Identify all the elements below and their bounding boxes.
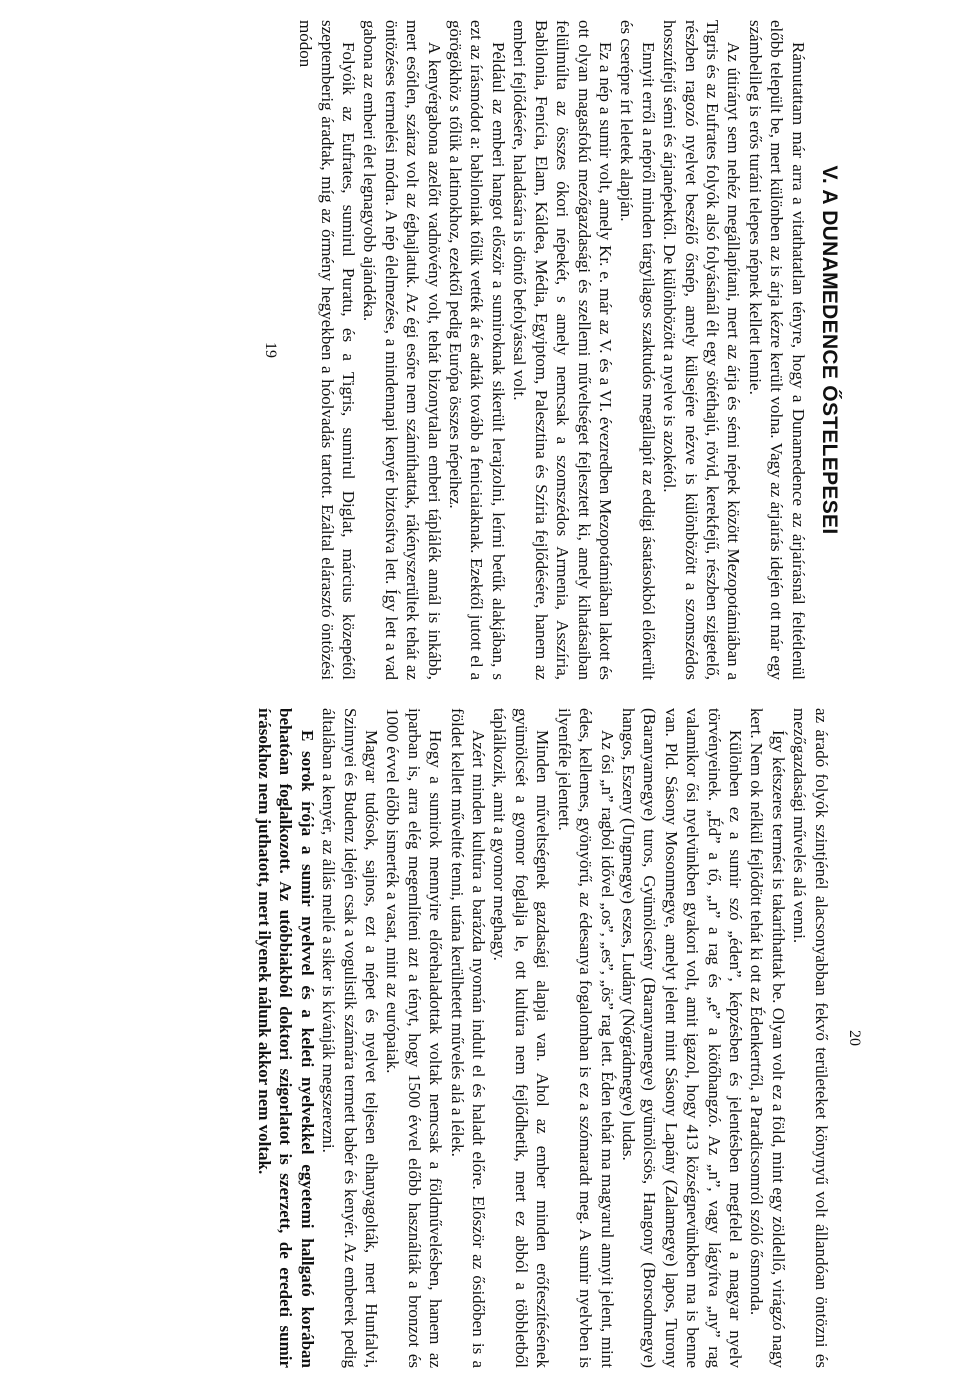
paragraph: Például az emberi hangot először a sumiroknak sikerült lerajzolni, leírni betűk alakjában, s ezt az írásmódot a: babiloniak tőlük vették át és adták tovább a feniciaiaknak. Ezektől jutott el a görögökhöz s tőlük a latinokhoz, ezektől pedig Európa összes népeihez. [446, 20, 508, 680]
page-20 [125, 708, 865, 1368]
paragraph: Azért minden kultúra a barázda nyomán indult el és haladt előre. Először az ősidőben is a földet kellett műveltté tenni, utána kerülhetett művelés alá a lélek. [447, 708, 489, 1368]
paragraph: Magyar tudósok, sajnos, ezt a népet és nyelvet teljesen elhanyagolták, mert Hunfalvi, Szinnyei és Budenz idején csak a vogulistik számára termett babér és kenyér. Az emberek pedig általában a kenyér, az állás mellé a siker is kívánják megszerezni. [319, 708, 382, 1368]
paragraph: Hogy a sumirok mennyire előrehaladottak voltak nemcsak a földművelésben, hanem az iparban is, arra elég megemlíteni azt a tényt, hogy 1500 évvel előbb használták a bronzot és 1000 évvel előbb ismerték a vasat, mint az európaiak. [383, 708, 446, 1368]
paragraph: Folyóik az Eufrates, sumirul Puratu, és a Tigris, sumirul Diglat, március közepétől szeptemberig áradtak, míg az őrmény hegyekben a hóolvadás tartott. Ezáltal elárasztó öntözési módon [296, 20, 359, 680]
paragraph: Különben ez a sumir szó „éden”, képzésben és jelentésben megfelel a magyar nyelv törvényeinek. „Éd” a tő, „n” a rag és „e” a kötőhangzó. Az „n”, vagy lágyítva „ny” rag valamikor ősi nyelvünkben gyakori volt, amit igazol, hogy 413 községnevünkben ma is benne van. Pld. Sásony Mosonmegye, amelyt jelent mint Sásony Lapány (Zalamegye) lapos, Turony (Baranyamegye) turos, Gyümölcsény (Baranyamegye) gyümölcsös, Hangony (Borsodmegye) hangos, Eszeny (Ungmegye) eszes, Ludány (Nógrádmegye) ludas. [618, 708, 745, 1368]
paragraph: A kenyérgabona azelőtt vadnövény volt, tehát bizonytalan emberi táplálék annál is inkább, mert esőtlen, száraz volt az éghajlatuk. Az égi esőre nem számíthattak, rákényszerültek tehát az öntözéses termelési módra. A nép élelmezése, a mindennapi kenyér biztosítva lett. Így lett a vad gabona az emberi élet legnagyobb ajándéka. [360, 20, 444, 680]
paragraph: Minden műveltségnek gazdasági alapja van. Ahol az ember minden erőfeszítésének gyümölcsét a gyomor foglalja le, ott kultúra nem fejlődhetik, mert ez abból a többletből táplálkozik, amit a gyomor meghagy. [490, 708, 553, 1368]
chapter-title: V. A DUNAMEDENCE ŐSTELEPESEI [818, 165, 841, 535]
page-number: 19 [261, 342, 279, 358]
paragraph: Ez a nép a sumir volt, amely Kr. e. már az V. és a VI. évezredben Mezopotámiában lakott és ott olyan magasfokú mezőgazdasági és szellemi műveltséget fejlesztett ki, amely kihatásaiban felülmúlta az összes ókori népekét, s amely nemcsak a szomszédos Armenia, Asszíria, Babilonia, Fenícia, Elam, Káldea, Média, Egyiptom, Palesztina és Szíria fejlődésére, hanem az emberi fejlődésére, haladására is döntő befolyással volt. [510, 20, 615, 680]
page-number: 20 [846, 1030, 863, 1046]
paragraph: az áradó folyók szintjénél alacsonyabban fekvő területeket könynyű volt állandóan öntözni és mezőgazdasági művelés alá venni. [790, 708, 831, 1368]
paragraph: Így kétszeres termést is takaríthattak be. Olyan volt ez a föld, mint egy zöldellő, virágzó nagy kert. Nem ok nélkül fejlődött tehát ki ott az Édenkertről, a Paradicsomról szóló ősmonda. [747, 708, 788, 1368]
paragraph-bold: E sorok írója a sumir nyelvvel és a keleti nyelvekkel egyetemi hallgató korában behatóan foglalkozott. Az utóbbiakból doktori szigorlatot is szerzett, de eredeti sumir írásokhoz nem juthatott, mert ilyenek nálunk akkor nem voltak. [255, 708, 317, 1368]
paragraph: Az ősi „n” ragból idővel „os”, „es”, „ös” rag lett. Éden tehát ma magyarul annyit jelent, mint édes, kellemes, gyönyörű, az édesanya fogalomban is ez a szómaradt meg. A sumir nyelvben is ilyenféle jelentett. [554, 708, 617, 1368]
paragraph: Az útirányt sem nehéz megállapítani, mert az árja és sémi népek között Mezopotámiában a Tigris és az Eufrates folyók alsó folyásánál élt egy sötéthajú, rövid, kerekfejű, részben szigetelő, részben ragozó nyelvet beszélő ősnép, amely külsejére nézve is különbözött a szomszédos hosszúfejű sémi és árjanépektől. De különbözött a nyelve is azokétól. [660, 20, 744, 680]
page-19 [150, 20, 840, 680]
paragraph: Rámutattam már arra a vitathatatlan tényre, hogy a Dunamedence az árjaírásnál feltétlenül előbb települt be, mert különben az is árja kézre került volna. Vagy az árjaírás idején ott már egy számbelileg is erős turáni telepes népnek kellett lennie. [745, 20, 808, 680]
paragraph: Ennyit erről a népről minden tárgyilagos szaktudós megállapít az eddigi ásatásokból előkerült és cserépre írt leletek alapján. [617, 20, 658, 680]
